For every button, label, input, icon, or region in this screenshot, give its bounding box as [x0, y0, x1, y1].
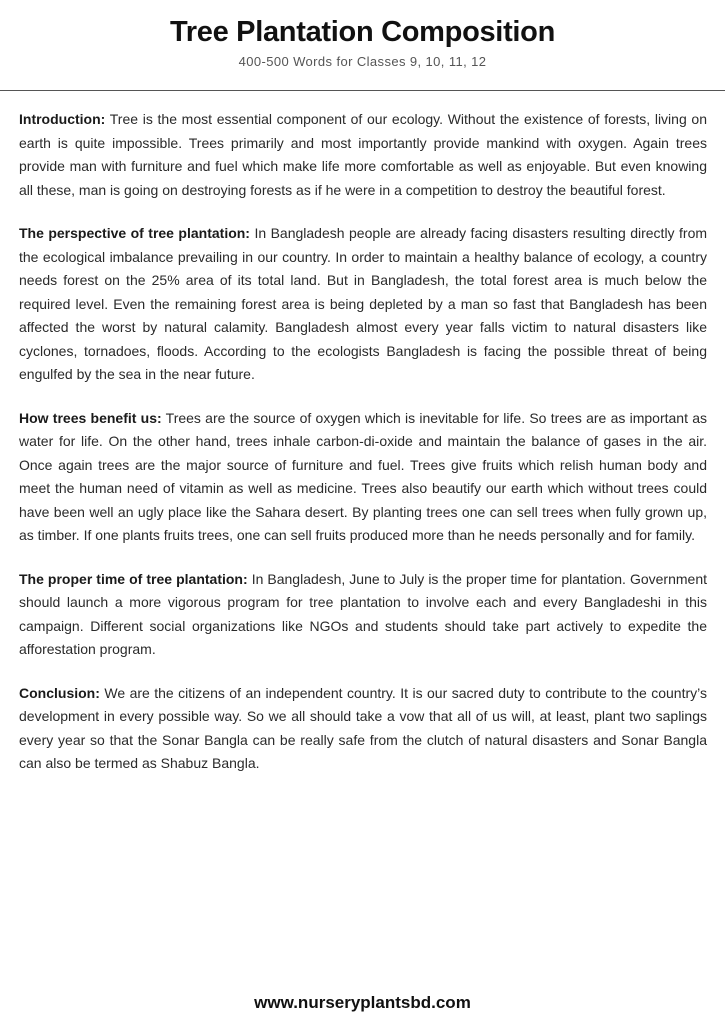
section-benefits [19, 407, 707, 548]
page-title: Tree Plantation Composition [169, 16, 556, 48]
section-text: Tree is the most essential component of our ecology. Without the existence of forests, living on earth is quite impossible. Trees primarily and most importantly provide mankind with oxygen. Again trees provide man with furniture and fuel which make life more comfortable as well as enjoyable. But even knowing all these, man is going on destroying forests as if he were in a competition to destroy the beautiful forest. [19, 111, 708, 198]
section-proper-time [19, 568, 707, 662]
section-perspective [19, 222, 707, 387]
page-subtitle: 400-500 Words for Classes 9, 10, 11, 12 [238, 54, 487, 69]
section-text: We are the citizens of an independent country. It is our sacred duty to contribute to the country’s development in every possible way. So we all should take a vow that all of us will, at least, plant two saplings every year so that the Sonar Bangla can be really safe from the clutch of natural disasters and Sonar Bangla can also be termed as Shabuz Bangla. [19, 684, 707, 771]
section-text: Trees are the source of oxygen which is inevitable for life. So trees are as important as water for life. On the other hand, trees inhale carbon-di-oxide and maintain the balance of gases in the air. Once again trees are the major source of furniture and fuel. Trees give fruits which relish human body and meet the human need of vitamin as well as medicine. Trees also beautify our earth which without trees could have been well an ugly place like the Sahara desert. By planting trees one can sell trees when fully grown up, as timber. If one plants fruits trees, one can sell fruits produced more than he needs personally and for family. [19, 409, 707, 543]
page-header [0, 0, 725, 92]
section-heading: How trees benefit us: [19, 409, 162, 426]
section-heading: Conclusion: [19, 684, 100, 701]
footer-website: www.nurseryplantsbd.com [254, 993, 471, 1012]
composition-body [19, 108, 707, 796]
section-heading: Introduction: [19, 111, 106, 127]
section-introduction [19, 108, 707, 202]
section-conclusion [19, 682, 707, 776]
header-divider [0, 90, 725, 91]
section-heading: The proper time of tree plantation: [19, 570, 248, 587]
section-text: In Bangladesh, June to July is the proper time for plantation. Government should launch a more vigorous program for tree plantation to involve each and every Bangladeshi in this campaign. Different social organizations like NGOs and students should take part actively to expedite the afforestation program. [19, 570, 708, 657]
section-text: In Bangladesh people are already facing disasters resulting directly from the ecological imbalance prevailing in our country. In order to maintain a healthy balance of ecology, a country needs forest on the 25% area of its total land. But in Bangladesh, the total forest area is much below the required level. Even the remaining forest area is being depleted by a man so fast that Bangladesh has been affected the worst by natural calamity. Bangladesh almost every year falls victim to natural disasters like cyclones, tornadoes, floods. According to the ecologists Bangladesh is facing the possible threat of being engulfed by the sea in the near future. [19, 225, 708, 382]
section-heading: The perspective of tree plantation: [19, 225, 250, 241]
